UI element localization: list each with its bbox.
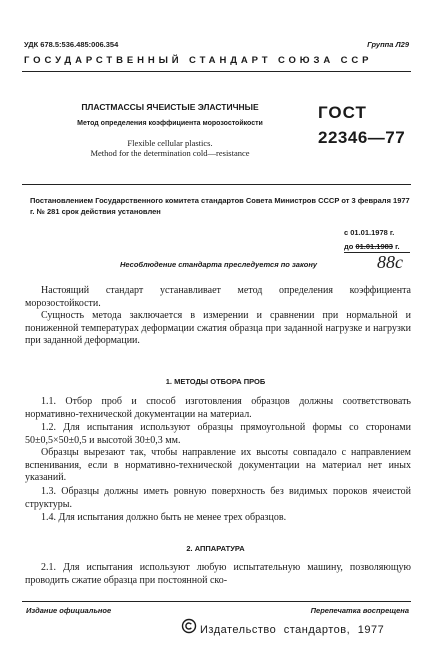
section-1-heading: 1. МЕТОДЫ ОТБОРА ПРОБ — [165, 377, 266, 386]
intro-paragraph-1: Настоящий стандарт устанавливает метод определения коэффициента морозостойкости. — [25, 285, 411, 309]
group-code: Группа Л29 — [367, 40, 409, 49]
resolution-text: Постановлением Государственного комитета стандартов Совета Министров СССР от 3 февраля 1977 г. № 281 срок действия установлен — [30, 196, 410, 216]
handwritten-signature: 88c — [377, 252, 403, 272]
header-rule — [22, 71, 411, 72]
effective-from: с 01.01.1978 г. — [344, 228, 395, 237]
official-edition: Издание официальное — [26, 606, 112, 615]
ru-title: ПЛАСТМАССЫ ЯЧЕИСТЫЕ ЭЛАСТИЧНЫЕ — [81, 102, 259, 112]
reprint-prohibited: Перепечатка воспрещена — [310, 606, 409, 615]
title-rule — [22, 184, 411, 185]
effective-to-suffix: г. — [395, 242, 400, 251]
section-1-p3: Образцы вырезают так, чтобы направление их высоты совпадало с направлением вспенивания, если в нормативно-технической документации на материал нет иных указаний. — [25, 447, 411, 484]
udk-code: УДК 678.5:536.485:006.354 — [24, 40, 119, 49]
publisher-line: Издательство стандартов, 1977 — [200, 624, 385, 636]
title-block — [55, 102, 285, 158]
section-1-p1: 1.1. Отбор проб и способ изготовления образцов должны соответствовать нормативно-технической документации на материал. — [25, 396, 411, 420]
en-title-line1: Flexible cellular plastics. — [127, 138, 213, 148]
effective-to-date: 01.01.1983 — [355, 242, 393, 251]
footer-rule — [22, 601, 411, 602]
gost-label: ГОСТ — [318, 103, 367, 122]
state-standard-banner: ГОСУДАРСТВЕННЫЙ СТАНДАРТ СОЮЗА ССР — [24, 55, 373, 66]
section-1-p4: 1.3. Образцы должны иметь ровную поверхность без видимых пороков ячеистой структуры. — [25, 486, 411, 510]
en-title-line2: Method for the determination cold—resistance — [90, 148, 250, 158]
section-1-p2: 1.2. Для испытания используют образцы прямоугольной формы со сторонами 50±0,5×50±0,5 и высотой 30±0,3 мм. — [25, 422, 411, 446]
section-1-p5: 1.4. Для испытания должно быть не менее трех образцов. — [41, 512, 287, 523]
section-2-p1: 2.1. Для испытания используют любую испытательную машину, позволяющую проводить сжатие образца при постоянной ско- — [25, 562, 411, 586]
gost-number: 22346—77 — [318, 128, 406, 147]
violation-notice: Несоблюдение стандарта преследуется по закону — [120, 260, 318, 269]
ru-subtitle: Метод определения коэффициента морозостойкости — [77, 120, 263, 127]
effective-to — [344, 242, 400, 251]
copyright-icon — [181, 618, 197, 634]
intro-paragraph-2: Сущность метода заключается в измерении и сравнении при нормальной и пониженной температурах деформации сжатия образца при заданной нагрузке и нагрузки при заданной деформации. — [25, 310, 411, 347]
section-2-heading: 2. АППАРАТУРА — [186, 544, 245, 553]
effective-to-prefix: до — [344, 242, 354, 251]
